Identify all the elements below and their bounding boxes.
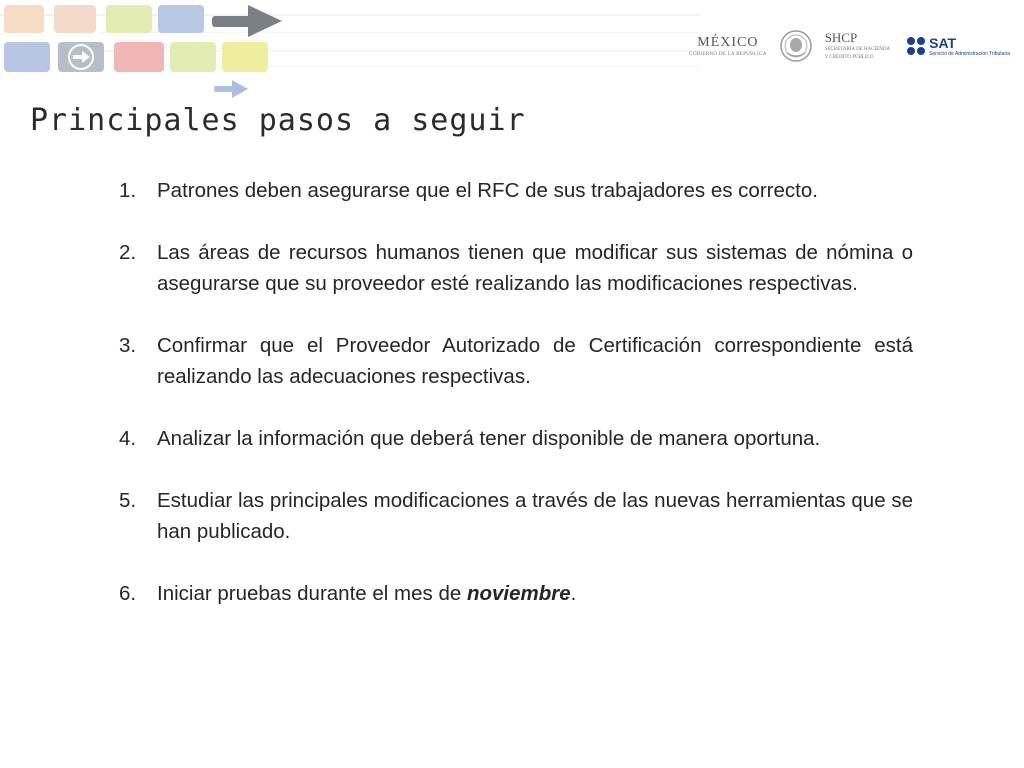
sat-logo: [906, 36, 1010, 57]
list-item: [119, 237, 913, 299]
list-item: [119, 578, 913, 609]
header-decoration: [0, 0, 700, 110]
header-tile: [4, 5, 44, 33]
step-text: Estudiar las principales modificaciones a través de las nuevas herramientas que se han publicado.: [157, 489, 913, 543]
arrow-right-icon: [214, 80, 248, 98]
step-number: 1.: [119, 179, 137, 202]
list-item: [119, 423, 913, 454]
step-text-start: Iniciar pruebas durante el mes de: [157, 582, 467, 605]
header-tile: [114, 42, 164, 72]
list-item: [119, 330, 913, 392]
institution-logos: [689, 24, 1010, 68]
step-number: 5.: [119, 489, 137, 512]
header-tile: [4, 42, 50, 72]
list-item: [119, 175, 913, 206]
sat-dots-icon: [906, 36, 926, 56]
step-number: 4.: [119, 427, 137, 450]
step-number: 3.: [119, 334, 137, 357]
step-number: 2.: [119, 241, 137, 264]
step-text: Las áreas de recursos humanos tienen que modificar sus sistemas de nómina o asegurarse que su proveedor esté realizando las modificaciones respectivas.: [157, 241, 913, 295]
shcp-logo-subtitle-line2: Y CRÉDITO PÚBLICO: [824, 55, 874, 60]
sat-logo-name: SAT: [929, 34, 957, 51]
shcp-logo-subtitle-line1: SECRETARÍA DE HACIENDA: [824, 47, 891, 52]
step-text: Confirmar que el Proveedor Autorizado de Certificación correspondiente está realizando las adecuaciones respectivas.: [157, 334, 913, 388]
header-tile: [106, 5, 152, 33]
mexico-logo-name: MÉXICO: [697, 34, 759, 50]
list-item: [119, 485, 913, 547]
header-tile: [222, 42, 268, 72]
shcp-logo: [825, 31, 890, 61]
step-text: Patrones deben asegurarse que el RFC de sus trabajadores es correcto.: [157, 179, 818, 202]
step-text: Analizar la información que deberá tener disponible de manera oportuna.: [157, 427, 821, 450]
step-text-emphasis: noviembre: [466, 582, 571, 605]
mexico-logo: [689, 36, 767, 57]
step-number: 6.: [119, 582, 137, 605]
header-tile: [170, 42, 216, 72]
mexico-logo-subtitle: GOBIERNO DE LA REPÚBLICA: [689, 51, 767, 57]
sat-logo-subtitle: Servicio de Administración Tributaria: [929, 50, 1010, 57]
circle-arrow-icon: [58, 42, 104, 72]
header-tile: [54, 5, 96, 33]
shcp-logo-name: SHCP: [824, 30, 858, 45]
steps-list: [119, 175, 913, 609]
step-text-end: .: [570, 582, 577, 605]
header-tile: [158, 5, 204, 33]
slide-title: Principales pasos a seguir: [30, 103, 526, 138]
header-streaks: [0, 14, 700, 67]
national-seal-icon: [779, 29, 813, 63]
step-text: [157, 578, 913, 609]
